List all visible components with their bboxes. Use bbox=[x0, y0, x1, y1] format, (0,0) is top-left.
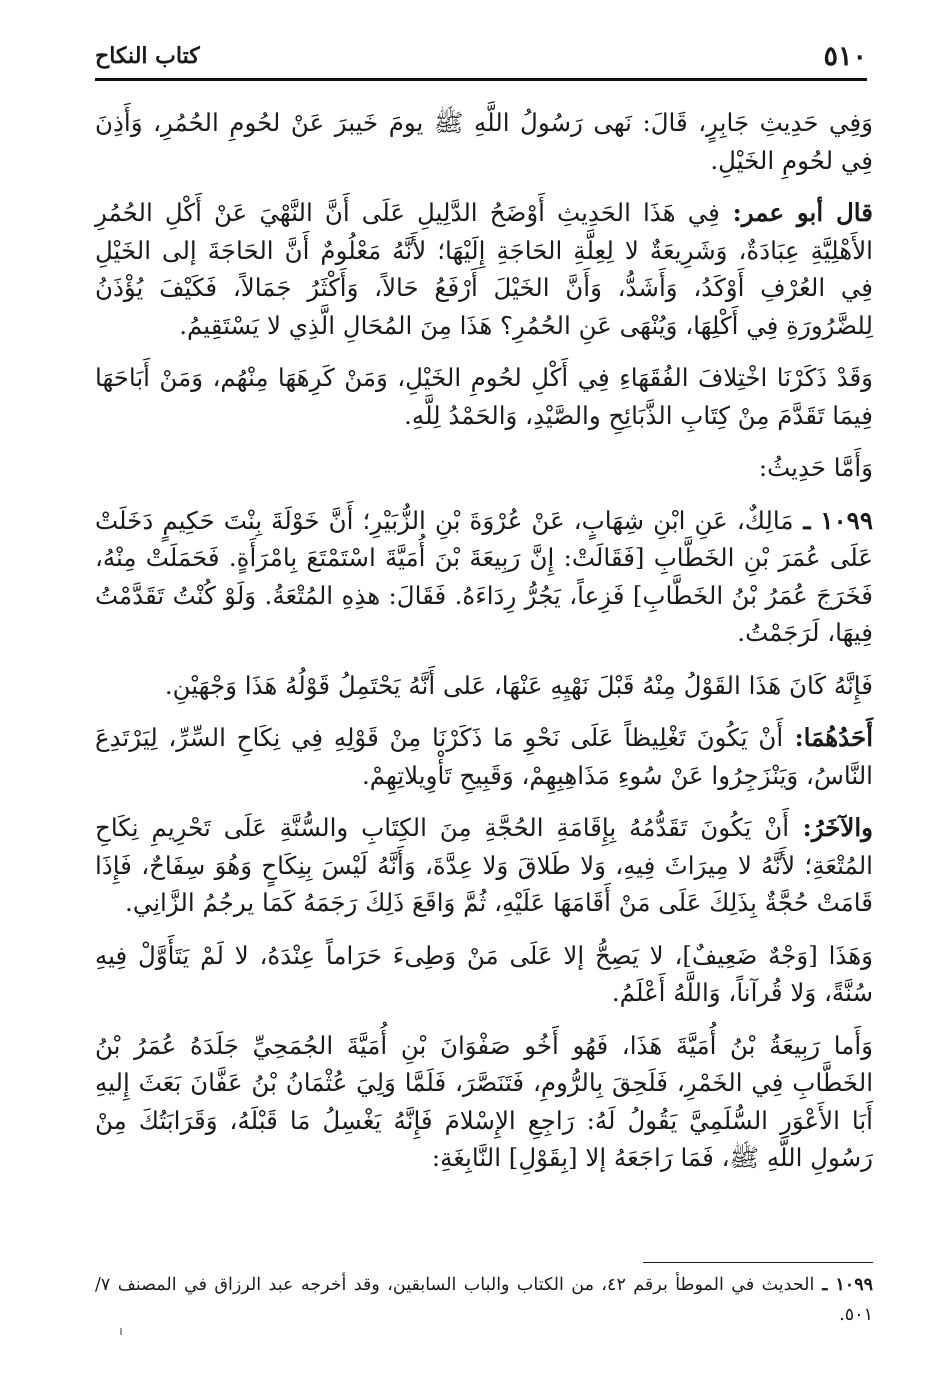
main-text bbox=[95, 104, 873, 1192]
footnote bbox=[95, 1270, 873, 1330]
header-rule bbox=[95, 78, 867, 81]
paragraph: أَحَدُهُمَا: أَنْ يَكُونَ تَغْلِيظاً عَلَى نَحْوِ مَا ذَكَرْنَا مِنْ قَوْلِهِ فِي نِكَاحِ السِّرِّ، لِيَرْتَدِعَ النَّاسُ، وَيَنْزَجِرُوا عَنْ سُوءِ مَذَاهِبِهِمْ، وَقَبِيحِ تَأْوِيلاتِهِمْ. bbox=[95, 723, 873, 790]
scan-mark bbox=[120, 1328, 122, 1335]
hadith-paragraph: ١٠٩٩ ـ مَالِكٌ، عَنِ ابْنِ شِهَابٍ، عَنْ عُرْوَةَ بْنِ الزُّبَيْرِ؛ أَنَّ خَوْلَةَ بِنْتَ حَكِيمٍ دَخَلَتْ عَلَى عُمَرَ بْنِ الخَطَّابِ [فَقَالَتْ: إِنَّ رَبِيعَةَ بْنَ أُمَيَّةَ اسْتَمْتَعَ بِامْرَأَةٍ. فَحَمَلَتْ مِنْهُ، فَخَرَجَ عُمَرُ بْنُ الخَطَّابِ] فَزِعاً، يَجُرُّ رِدَاءَهُ. فَقَالَ: هذِهِ المُتْعَةُ. وَلَوْ كُنْتُ تَقَدَّمْتُ فِيهَا، لَرَجَمْتُ. bbox=[95, 505, 873, 647]
footnote-number: ١٠٩٩ ـ bbox=[814, 1275, 873, 1295]
paragraph: والآخَرُ: أَنْ يَكُونَ تَقَدُّمُهُ بِإِقَامَةِ الحُجَّةِ مِنَ الكِتَابِ والسُّنَّةِ عَلَى تَحْرِيمِ نِكَاحِ المُتْعَةِ؛ لأَنَّهُ لا مِيرَاثَ فِيهِ، وَلا طَلاقَ وَلا عِدَّةَ، وَأَنَّهُ لَيْسَ بِنِكَاحٍ وَهُوَ سِفَاحٌ، فَإِذَا قَامَتْ حُجَّةٌ بِذَلِكَ عَلَى مَنْ أَقَامَهَا عَلَيْهِ، ثُمَّ وَاقَعَ ذَلِكَ رَجَمَهُ كَمَا يرجُمُ الزَّانِي. bbox=[95, 813, 873, 917]
footnote-rule bbox=[643, 1262, 873, 1263]
paragraph: وَقَدْ ذَكَرْنَا اخْتِلافَ الفُقَهَاءِ فِي أَكْلِ لحُومِ الخَيْلِ، وَمَنْ كَرِهَهَا مِنْهُم، وَمَنْ أَبَاحَهَا فِيمَا تَقَدَّمَ مِنْ كِتَابِ الذَّبَائِحِ والصَّيْدِ، وَالحَمْدُ لِلَّهِ. bbox=[95, 363, 873, 430]
paragraph: وَأَما رَبِيعَةُ بْنُ أُمَيَّةَ هَذَا، فَهُو أَخُو صَفْوَانَ بْنِ أُمَيَّةَ الجُمَحِيِّ جَلَدَهُ عُمَرُ بْنُ الخَطَّابِ فِي الخَمْرِ، فَلَحِقَ بِالرُّومِ، فَتَنَصَّرَ، فَلَمَّا وَلِيَ عُثْمَانُ بْنُ عَفَّانَ بَعَثَ إِليهِ أَبَا الأَعْوَرِ السُّلَمِيَّ يَقُولُ لَهُ: رَاجِعِ الإِسْلامَ فَإِنَّهُ يَغْسِلُ مَا قَبْلَهُ، وَقَرَابَتُكَ مِنْ رَسُولِ اللَّهِ ﷺ، فَمَا رَاجَعَهُ إلا [بِقَوْلِ] النَّابِغَةِ: bbox=[95, 1030, 873, 1172]
paragraph: قال أبو عمر: فِي هَذَا الحَدِيثِ أَوْضَحُ الدَّلِيلِ عَلَى أَنَّ النَّهْيَ عَنْ أَكْلِ الحُمُرِ الأَهْلِيَّةِ عِبَادَةٌ، وَشَرِيعَةٌ لا لِعِلَّةِ الحَاجَةِ إِلَيْهَا؛ لأَنَّهُ مَعْلُومٌ أَنَّ الحَاجَةَ إلى الخَيْلِ فِي العُرْفِ أَوْكَدُ، وَأَشَدُّ، وَأَنَّ الخَيْلَ أَرْفَعُ حَالاً، وَأَكْثَرُ جَمَالاً، فَكَيْفَ يُؤْذَنُ لِلضَّرُورَةِ فِي أَكْلِهَا، وَيُنْهَى عَنِ الحُمُرِ؟ هَذَا مِنَ المُحَالِ الَّذِي لا يَسْتَقِيمُ. bbox=[95, 198, 874, 340]
paragraph: وَفِي حَدِيثِ جَابِرٍ، قَالَ: نَهى رَسُولُ اللَّهِ ﷺ يومَ خَيبرَ عَنْ لحُومِ الحُمُرِ، وَأَذِنَ فِي لحُومِ الخَيْلِ. bbox=[95, 108, 873, 175]
page-header bbox=[95, 36, 867, 76]
paragraph: وَأَمَّا حَدِيثُ: bbox=[758, 453, 873, 482]
page-number: ٥١٠ bbox=[823, 40, 867, 72]
footnote-text: الحديث في الموطأ برقم ٤٢، من الكتاب والباب السابقين، وقد أخرجه عبد الرزاق في المصنف ٧/ ٥٠١. bbox=[95, 1275, 873, 1325]
book-title: كتاب النكاح bbox=[95, 43, 200, 69]
paragraph: وَهَذَا [وَجْهٌ ضَعِيفٌ]، لا يَصِحُّ إلا عَلَى مَنْ وَطِىءَ حَرَاماً عِنْدَهُ، لا لَمْ يَتَأَوَّلْ فِيهِ سُنَّةً، وَلا قُرآناً، وَاللَّهُ أَعْلَمُ. bbox=[95, 940, 873, 1007]
paragraph: فَإِنَّهُ كَانَ هَذَا القَوْلُ مِنْهُ قَبْلَ نَهْيِهِ عَنْهَا، عَلى أَنَّهُ يَحْتَمِلُ قَوْلُهُ هَذَا وَجْهَيْنِ. bbox=[164, 670, 873, 700]
